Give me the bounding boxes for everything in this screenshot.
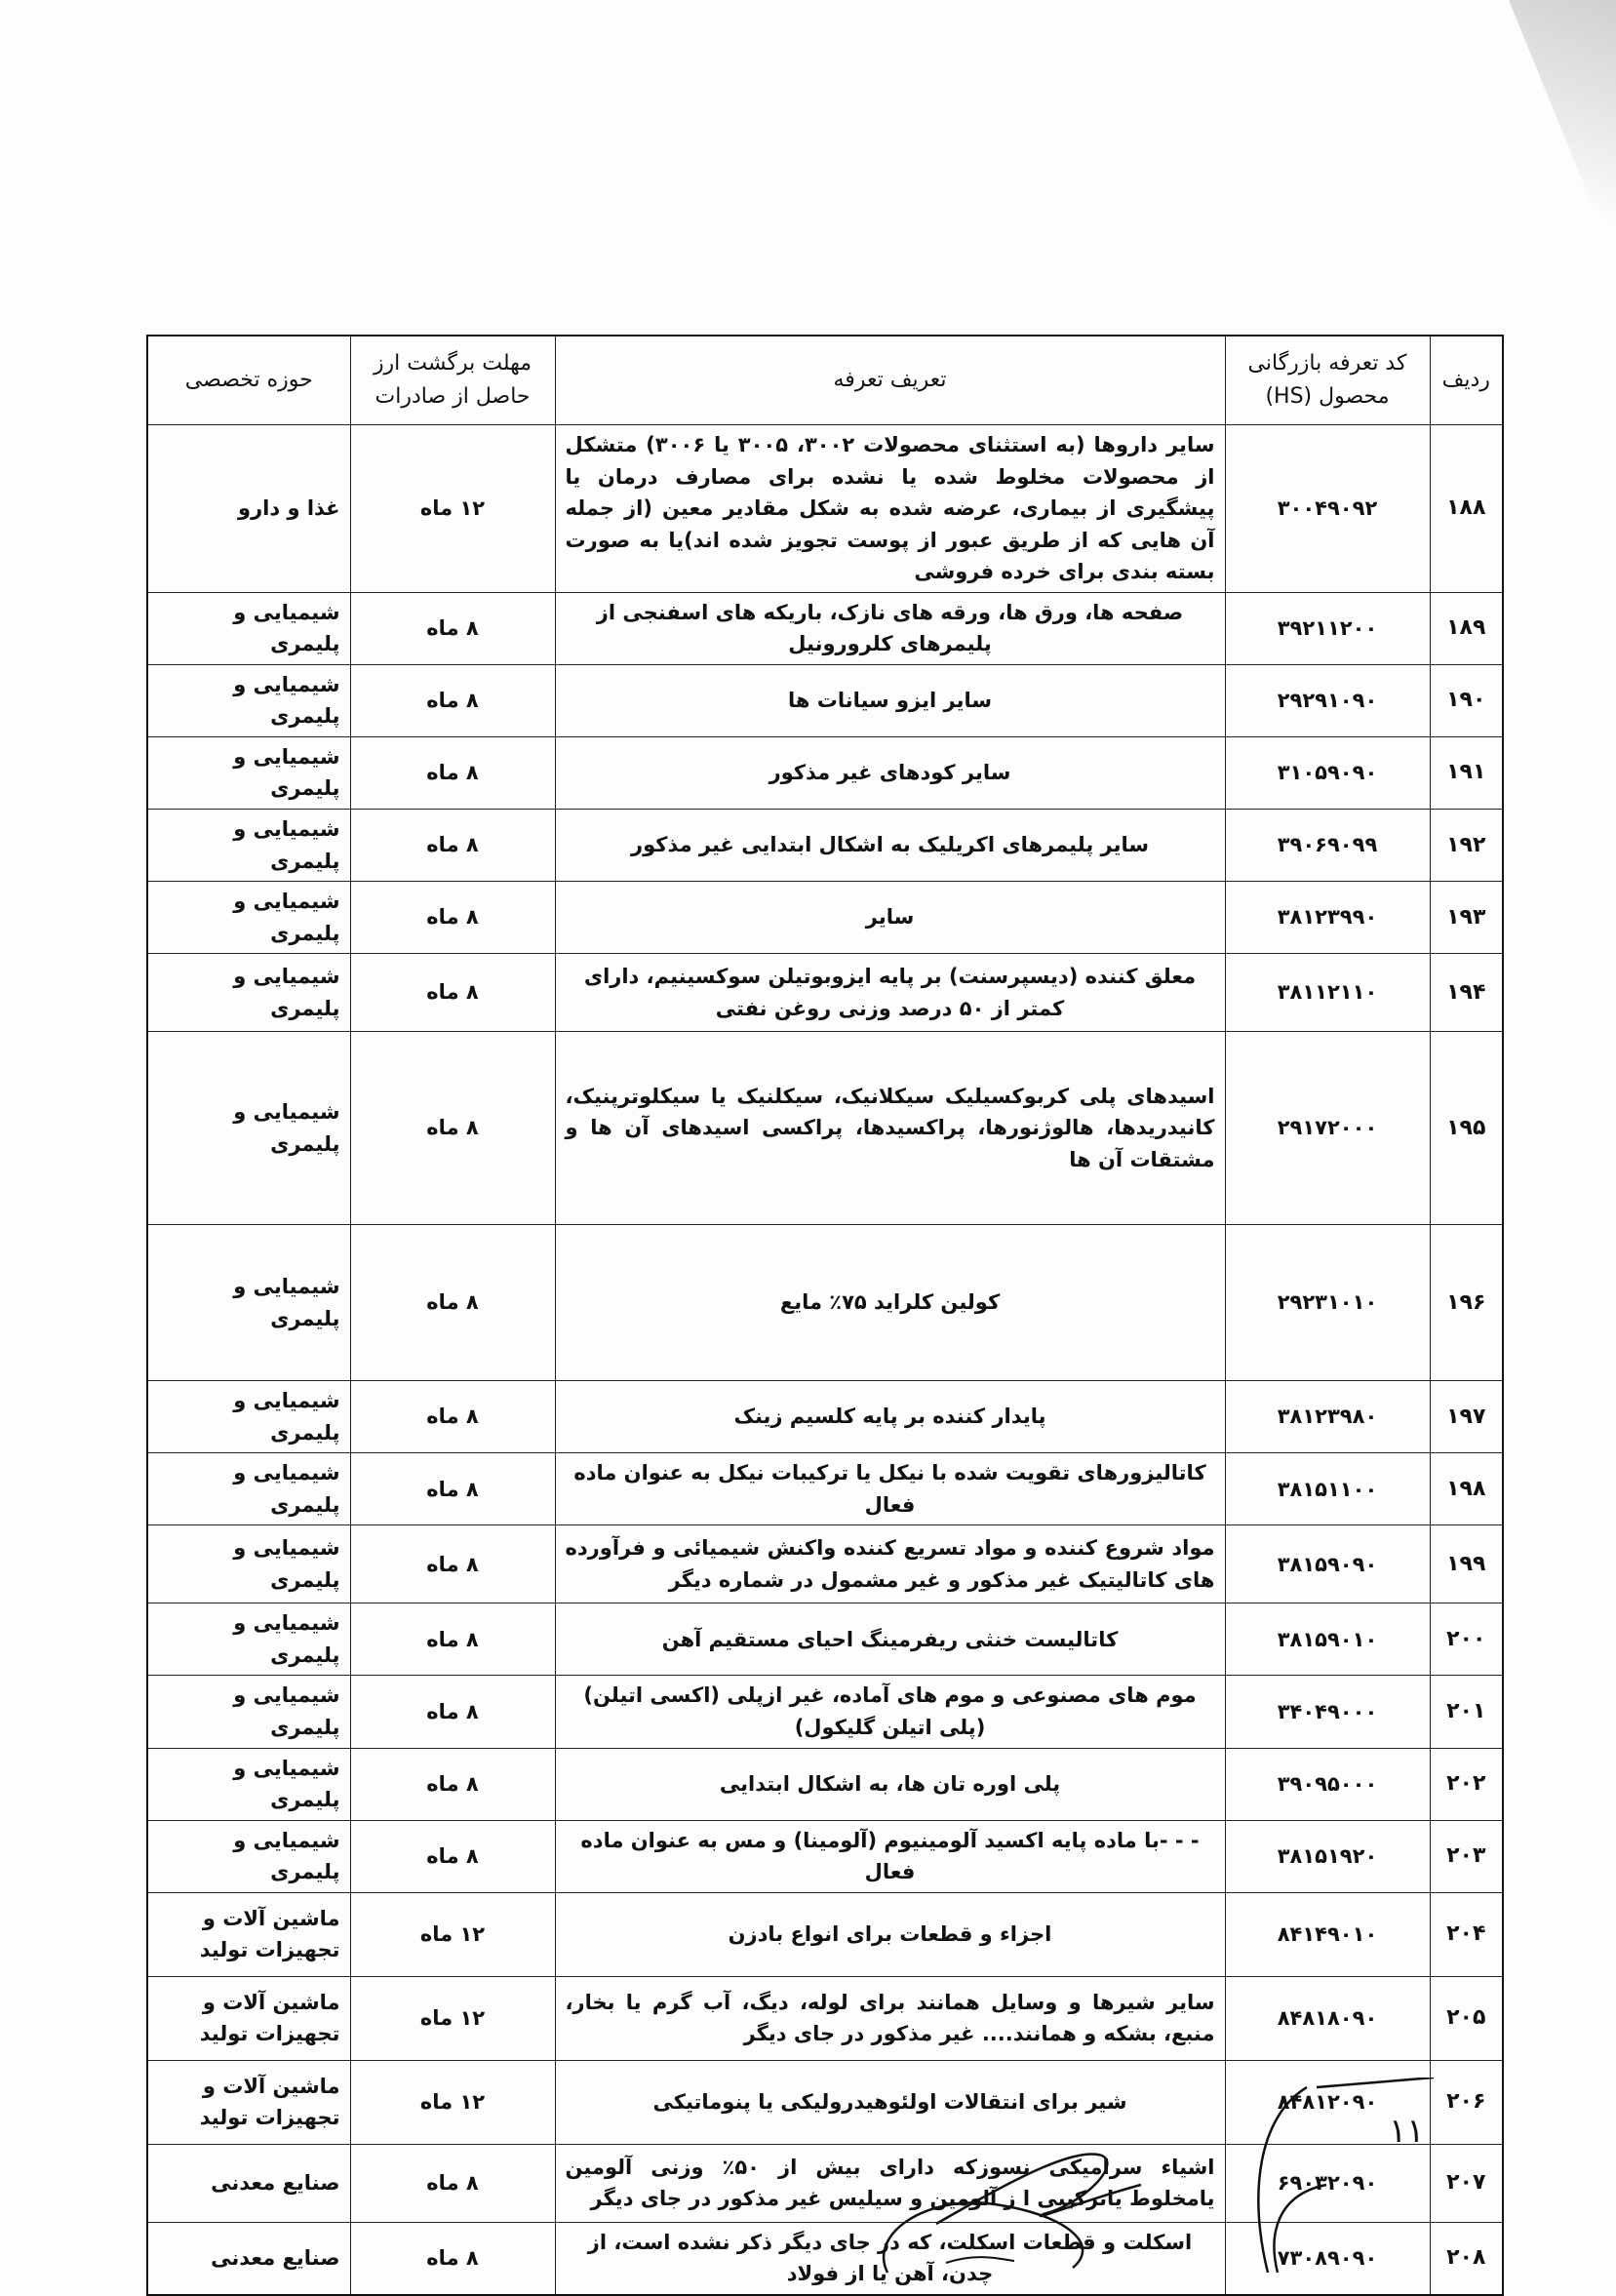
hs-code-cell: ۳۸۱۱۲۱۱۰ bbox=[1225, 954, 1430, 1032]
deadline-cell: ۸ ماه bbox=[350, 1453, 555, 1525]
page-corner-fold bbox=[1509, 0, 1616, 263]
hs-code-cell: ۳۸۱۵۱۱۰۰ bbox=[1225, 1453, 1430, 1525]
definition-cell: مواد شروع کننده و مواد تسریع کننده واکنش شیمیائی و فرآورده های کاتالیتیک غیر مذکور و غیر مشمول در شماره دیگر bbox=[555, 1525, 1225, 1603]
row-number-cell: ۱۹۲ bbox=[1430, 810, 1503, 882]
hs-code-cell: ۳۴۰۴۹۰۰۰ bbox=[1225, 1676, 1430, 1748]
deadline-cell: ۸ ماه bbox=[350, 1820, 555, 1892]
area-cell: شیمیایی و پلیمری bbox=[147, 1225, 350, 1381]
table-row bbox=[147, 664, 1503, 736]
header-definition: تعریف تعرفه bbox=[555, 336, 1225, 425]
row-number-cell: ۲۰۰ bbox=[1430, 1603, 1503, 1676]
row-number-cell: ۱۹۵ bbox=[1430, 1032, 1503, 1225]
deadline-cell: ۸ ماه bbox=[350, 882, 555, 954]
area-cell: شیمیایی و پلیمری bbox=[147, 1748, 350, 1820]
deadline-cell: ۸ ماه bbox=[350, 736, 555, 809]
table-row bbox=[147, 1381, 1503, 1453]
deadline-cell: ۸ ماه bbox=[350, 1603, 555, 1676]
definition-cell: شیر برای انتقالات اولئوهیدرولیکی یا پنوماتیکی bbox=[555, 2060, 1225, 2144]
area-cell: شیمیایی و پلیمری bbox=[147, 1676, 350, 1748]
area-cell: ماشین آلات و تجهیزات تولید bbox=[147, 1976, 350, 2060]
deadline-cell: ۱۲ ماه bbox=[350, 1976, 555, 2060]
row-number-cell: ۱۸۸ bbox=[1430, 425, 1503, 593]
definition-cell: - - -با ماده پایه اکسید آلومینیوم (آلومینا) و مس به عنوان ماده فعال bbox=[555, 1820, 1225, 1892]
row-number-cell: ۲۰۷ bbox=[1430, 2144, 1503, 2222]
area-cell: شیمیایی و پلیمری bbox=[147, 810, 350, 882]
deadline-cell: ۱۲ ماه bbox=[350, 2060, 555, 2144]
table-header-row bbox=[147, 336, 1503, 425]
area-cell: شیمیایی و پلیمری bbox=[147, 1032, 350, 1225]
hs-code-cell: ۶۹۰۳۲۰۹۰ bbox=[1225, 2144, 1430, 2222]
hs-code-cell: ۳۱۰۵۹۰۹۰ bbox=[1225, 736, 1430, 809]
tariff-table bbox=[146, 335, 1504, 2296]
deadline-cell: ۸ ماه bbox=[350, 2144, 555, 2222]
row-number-cell: ۱۹۷ bbox=[1430, 1381, 1503, 1453]
table-row bbox=[147, 1032, 1503, 1225]
deadline-cell: ۸ ماه bbox=[350, 2222, 555, 2295]
table-row bbox=[147, 1603, 1503, 1676]
definition-cell: سایر داروها (به استثنای محصولات ۳۰۰۲، ۳۰۰۵ یا ۳۰۰۶) متشکل از محصولات مخلوط شده یا نشده برای مصارف درمان یا پیشگیری از بیماری، عرضه شده به شکل مقادیر معین (از جمله آن هایی که از طریق عبور از پوست تجویز شده اند)یا به صورت بسته بندی برای خرده فروشی bbox=[555, 425, 1225, 593]
hs-code-cell: ۸۴۱۴۹۰۱۰ bbox=[1225, 1892, 1430, 1976]
area-cell: شیمیایی و پلیمری bbox=[147, 1820, 350, 1892]
area-cell: شیمیایی و پلیمری bbox=[147, 1453, 350, 1525]
deadline-cell: ۸ ماه bbox=[350, 954, 555, 1032]
table-row bbox=[147, 736, 1503, 809]
page-mark: ۱۱ bbox=[1389, 2112, 1425, 2151]
hs-code-cell: ۸۴۸۱۲۰۹۰ bbox=[1225, 2060, 1430, 2144]
table-row bbox=[147, 882, 1503, 954]
row-number-cell: ۱۹۰ bbox=[1430, 664, 1503, 736]
hs-code-cell: ۷۳۰۸۹۰۹۰ bbox=[1225, 2222, 1430, 2295]
deadline-cell: ۸ ماه bbox=[350, 1748, 555, 1820]
deadline-cell: ۸ ماه bbox=[350, 1032, 555, 1225]
deadline-cell: ۸ ماه bbox=[350, 664, 555, 736]
definition-cell: اجزاء و قطعات برای انواع بادزن bbox=[555, 1892, 1225, 1976]
table-row bbox=[147, 1676, 1503, 1748]
deadline-cell: ۸ ماه bbox=[350, 592, 555, 664]
table-row bbox=[147, 425, 1503, 593]
row-number-cell: ۱۹۸ bbox=[1430, 1453, 1503, 1525]
header-deadline: مهلت برگشت ارز حاصل از صادرات bbox=[350, 336, 555, 425]
area-cell: شیمیایی و پلیمری bbox=[147, 882, 350, 954]
definition-cell: صفحه ها، ورق ها، ورقه های نازک، باریکه های اسفنجی از پلیمرهای کلرورونیل bbox=[555, 592, 1225, 664]
table-body bbox=[147, 425, 1503, 2295]
hs-code-cell: ۳۰۰۴۹۰۹۲ bbox=[1225, 425, 1430, 593]
area-cell: ماشین آلات و تجهیزات تولید bbox=[147, 2060, 350, 2144]
table-row bbox=[147, 1748, 1503, 1820]
row-number-cell: ۲۰۵ bbox=[1430, 1976, 1503, 2060]
row-number-cell: ۲۰۴ bbox=[1430, 1892, 1503, 1976]
table-row bbox=[147, 1892, 1503, 1976]
row-number-cell: ۱۸۹ bbox=[1430, 592, 1503, 664]
area-cell: ماشین آلات و تجهیزات تولید bbox=[147, 1892, 350, 1976]
deadline-cell: ۸ ماه bbox=[350, 810, 555, 882]
table-row bbox=[147, 1453, 1503, 1525]
deadline-cell: ۸ ماه bbox=[350, 1225, 555, 1381]
definition-cell: سایر پلیمرهای اکریلیک به اشکال ابتدایی غیر مذکور bbox=[555, 810, 1225, 882]
deadline-cell: ۸ ماه bbox=[350, 1381, 555, 1453]
definition-cell: پلی اوره تان ها، به اشکال ابتدایی bbox=[555, 1748, 1225, 1820]
row-number-cell: ۲۰۱ bbox=[1430, 1676, 1503, 1748]
table-row bbox=[147, 954, 1503, 1032]
area-cell: شیمیایی و پلیمری bbox=[147, 1525, 350, 1603]
area-cell: شیمیایی و پلیمری bbox=[147, 1381, 350, 1453]
area-cell: شیمیایی و پلیمری bbox=[147, 1603, 350, 1676]
area-cell: صنایع معدنی bbox=[147, 2144, 350, 2222]
deadline-cell: ۱۲ ماه bbox=[350, 1892, 555, 1976]
hs-code-cell: ۳۸۱۲۳۹۸۰ bbox=[1225, 1381, 1430, 1453]
hs-code-cell: ۳۹۰۹۵۰۰۰ bbox=[1225, 1748, 1430, 1820]
definition-cell: سایر کودهای غیر مذکور bbox=[555, 736, 1225, 809]
definition-cell: اسیدهای پلی کربوکسیلیک سیکلانیک، سیکلنیک یا سیکلوترپنیک، کانیدریدها، هالوژنورها، پراکسیدها، پراکسی اسیدهای آن ها و مشتقات آن ها bbox=[555, 1032, 1225, 1225]
hs-code-cell: ۳۸۱۵۱۹۲۰ bbox=[1225, 1820, 1430, 1892]
deadline-cell: ۸ ماه bbox=[350, 1676, 555, 1748]
definition-cell: سایر bbox=[555, 882, 1225, 954]
table-row bbox=[147, 1525, 1503, 1603]
definition-cell: سایر شیرها و وسایل همانند برای لوله، دیگ، آب گرم یا بخار، منبع، بشکه و همانند.... غیر مذکور در جای دیگر bbox=[555, 1976, 1225, 2060]
header-hs-code: کد تعرفه بازرگانی محصول (HS) bbox=[1225, 336, 1430, 425]
area-cell: صنایع معدنی bbox=[147, 2222, 350, 2295]
row-number-cell: ۲۰۲ bbox=[1430, 1748, 1503, 1820]
definition-cell: کولین کلراید ۷۵٪ مایع bbox=[555, 1225, 1225, 1381]
signature-icon bbox=[848, 2078, 1434, 2279]
hs-code-cell: ۳۸۱۵۹۰۱۰ bbox=[1225, 1603, 1430, 1676]
header-area: حوزه تخصصی bbox=[147, 336, 350, 425]
definition-cell: کاتالیزورهای تقویت شده با نیکل یا ترکیبات نیکل به عنوان ماده فعال bbox=[555, 1453, 1225, 1525]
area-cell: شیمیایی و پلیمری bbox=[147, 592, 350, 664]
hs-code-cell: ۳۹۲۱۱۲۰۰ bbox=[1225, 592, 1430, 664]
table-row bbox=[147, 592, 1503, 664]
area-cell: غذا و دارو bbox=[147, 425, 350, 593]
row-number-cell: ۲۰۶ bbox=[1430, 2060, 1503, 2144]
row-number-cell: ۱۹۱ bbox=[1430, 736, 1503, 809]
table-row bbox=[147, 1976, 1503, 2060]
hs-code-cell: ۲۹۲۹۱۰۹۰ bbox=[1225, 664, 1430, 736]
definition-cell: اسکلت و قطعات اسکلت، که در جای دیگر ذکر نشده است، از چدن، آهن یا از فولاد bbox=[555, 2222, 1225, 2295]
area-cell: شیمیایی و پلیمری bbox=[147, 736, 350, 809]
table-row bbox=[147, 1225, 1503, 1381]
definition-cell: سایر ایزو سیانات ها bbox=[555, 664, 1225, 736]
area-cell: شیمیایی و پلیمری bbox=[147, 954, 350, 1032]
row-number-cell: ۲۰۳ bbox=[1430, 1820, 1503, 1892]
row-number-cell: ۱۹۹ bbox=[1430, 1525, 1503, 1603]
deadline-cell: ۸ ماه bbox=[350, 1525, 555, 1603]
definition-cell: اشیاء سرامیکی نسوزکه دارای بیش از ۵۰٪ وزنی آلومین یامخلوط یاترکیبی ا ز آلومین و سیلیس غیر مذکور در جای دیگر bbox=[555, 2144, 1225, 2222]
hs-code-cell: ۲۹۲۳۱۰۱۰ bbox=[1225, 1225, 1430, 1381]
area-cell: شیمیایی و پلیمری bbox=[147, 664, 350, 736]
hs-code-cell: ۳۸۱۵۹۰۹۰ bbox=[1225, 1525, 1430, 1603]
tariff-table-container bbox=[146, 335, 1502, 2296]
hs-code-cell: ۸۴۸۱۸۰۹۰ bbox=[1225, 1976, 1430, 2060]
definition-cell: پایدار کننده بر پایه کلسیم زینک bbox=[555, 1381, 1225, 1453]
table-row bbox=[147, 810, 1503, 882]
definition-cell: موم های مصنوعی و موم های آماده، غیر ازپلی (اکسی اتیلن) (پلی اتیلن گلیکول) bbox=[555, 1676, 1225, 1748]
row-number-cell: ۱۹۳ bbox=[1430, 882, 1503, 954]
deadline-cell: ۱۲ ماه bbox=[350, 425, 555, 593]
hs-code-cell: ۲۹۱۷۲۰۰۰ bbox=[1225, 1032, 1430, 1225]
hs-code-cell: ۳۹۰۶۹۰۹۹ bbox=[1225, 810, 1430, 882]
definition-cell: معلق کننده (دیسپرسنت) بر پایه ایزوبوتیلن سوکسینیم، دارای کمتر از ۵۰ درصد وزنی روغن نفتی bbox=[555, 954, 1225, 1032]
table-row bbox=[147, 1820, 1503, 1892]
definition-cell: کاتالیست خنثی ریفرمینگ احیای مستقیم آهن bbox=[555, 1603, 1225, 1676]
hs-code-cell: ۳۸۱۲۳۹۹۰ bbox=[1225, 882, 1430, 954]
row-number-cell: ۱۹۶ bbox=[1430, 1225, 1503, 1381]
header-row-number: ردیف bbox=[1430, 336, 1503, 425]
row-number-cell: ۲۰۸ bbox=[1430, 2222, 1503, 2295]
row-number-cell: ۱۹۴ bbox=[1430, 954, 1503, 1032]
